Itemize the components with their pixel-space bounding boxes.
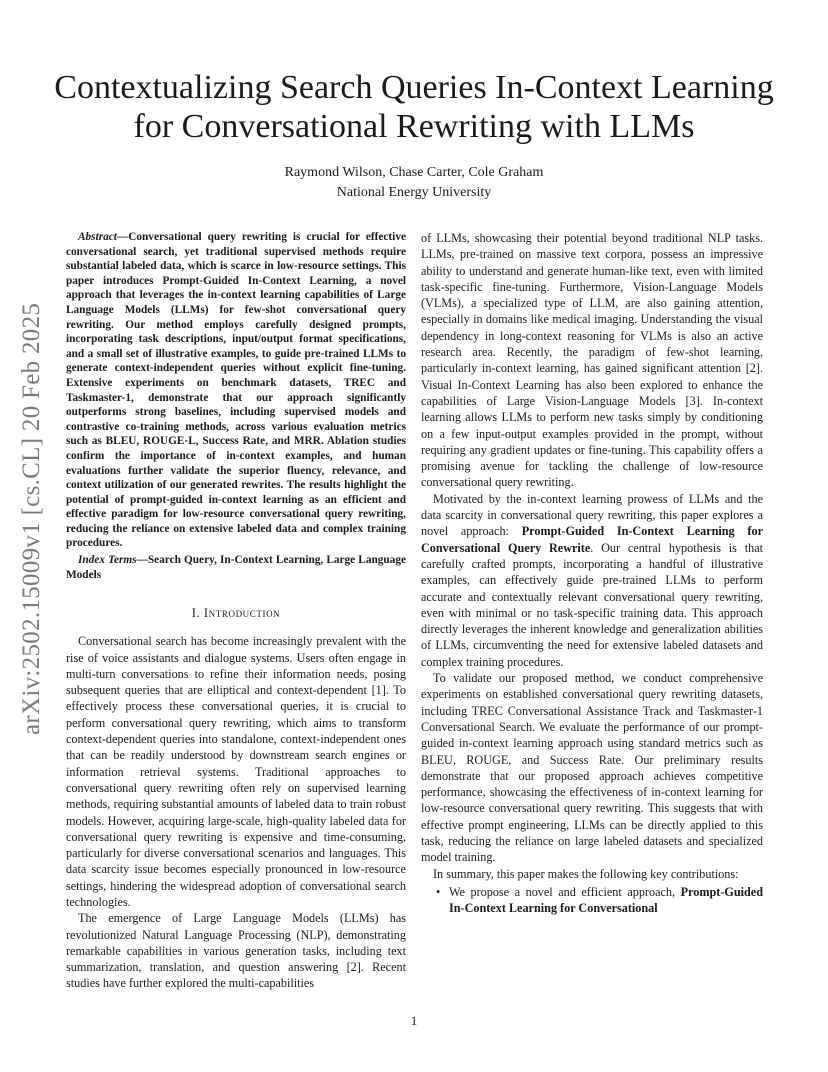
arxiv-identifier: arXiv:2502.15009v1 [cs.CL] 20 Feb 2025 — [18, 302, 45, 735]
index-terms-text: —Search Query, In-Context Learning, Large Language Models — [66, 554, 406, 581]
intro-paragraph-4: To validate our proposed method, we conduct comprehensive experiments on established conversational query rewriting datasets, including TREC Conversational Assistance Track and Taskmaster-1 Conversational Search. We evaluate the performance of our prompt-guided in-context learning approach using standard metrics such as BLEU, ROUGE, and Success Rate. Our preliminary results demonstrate that our proposed approach achieves competitive performance, showcasing the effectiveness of in-context learning for low-resource conversational query rewriting. This suggests that with effective prompt engineering, LLMs can be directly applied to this task, reducing the reliance on large labeled datasets and specialized model training. — [421, 671, 763, 865]
author-names: Raymond Wilson, Chase Carter, Cole Graham — [284, 165, 544, 180]
contributions-list — [421, 884, 763, 917]
right-column — [421, 230, 763, 916]
abstract-lead: Abstract — [78, 231, 117, 243]
intro-paragraph-5: In summary, this paper makes the following key contributions: — [433, 866, 739, 881]
contribution-item — [421, 884, 763, 917]
abstract-text: —Conversational query rewriting is crucial for effective conversational search, yet traditional supervised methods require substantial labeled data, which is scarce in low-resource settings. This paper introduces Prompt-Guided In-Context Learning, a novel approach that leverages the in-context learning capabilities of Large Language Models (LLMs) for few-shot conversational query rewriting. Our method employs carefully designed prompts, incorporating task descriptions, input/output format specifications, and a small set of illustrative examples, to guide pre-trained LLMs to generate context-independent queries without explicit fine-tuning. Extensive experiments on benchmark datasets, TREC and Taskmaster-1, demonstrate that our approach significantly outperforms strong baselines, including supervised models and contrastive co-training methods, across various evaluation metrics such as BLEU, ROUGE-L, Success Rate, and MRR. Ablation studies confirm the importance of in-context examples, and human evaluations further validate the superior fluency, relevance, and context utilization of our generated rewrites. The results highlight the potential of prompt-guided in-context learning as an efficient and effective paradigm for low-resource conversational query rewriting, reducing the reliance on extensive labeled data and complex training procedures. — [66, 231, 406, 550]
paragraph-3-text-end: . Our central hypothesis is that carefully crafted prompts, incorporating a handful of illustrative examples, can effectively guide pre-trained LLMs to perform accurate and contextually relevant conversational query rewriting, even with minimal or no task-specific training data. This approach directly leverages the inherent knowledge and generalization abilities of LLMs, circumventing the need for extensive labeled datasets and complex training procedures. — [421, 540, 763, 669]
intro-paragraph-2-continued: of LLMs, showcasing their potential beyond traditional NLP tasks. LLMs, pre-trained on massive text corpora, possess an impressive ability to understand and generate human-like text, even with limited task-specific fine-tuning. Furthermore, Vision-Language Models (VLMs), a specialized type of LLM, are also gaining attention, especially in domains like medical imaging. Understanding the visual dependency in long-context reasoning for VLMs is also an active research area. Recently, the paradigm of few-shot learning, particularly in-context learning, has gained significant attention [2]. Visual In-Context Learning has also been explored to enhance the capabilities of Large Vision-Language Models [3]. In-context learning allows LLMs to perform new tasks simply by conditioning on a few input-output examples provided in the prompt, without requiring any gradient updates or fine-tuning. This capability offers a promising avenue for tackling the challenge of low-resource conversational query rewriting. — [421, 231, 763, 490]
bullet-marker: • — [436, 884, 441, 899]
abstract — [66, 230, 406, 551]
paper-title: Contextualizing Search Queries In-Context Learning for Conversational Rewriting with LLMs — [54, 69, 774, 145]
intro-paragraph-3 — [421, 491, 763, 670]
intro-paragraph-2: The emergence of Large Language Models (LLMs) has revolutionized Natural Language Processing (NLP), demonstrating remarkable capabilities in various generation tasks, including text summarization, translation, and question answering [2]. Recent studies have further explored the multi-capabilities — [66, 911, 406, 991]
author-affiliation: National Energy University — [336, 185, 492, 200]
method-name-bold: Prompt-Guided In-Context Learning for Conversational Query Rewrite — [421, 524, 763, 555]
section-heading-introduction: I. Introduction — [191, 606, 281, 621]
page-number: 1 — [410, 1013, 418, 1028]
left-column — [66, 230, 406, 992]
contribution-bold: Prompt-Guided In-Context Learning for Conversational — [449, 884, 763, 916]
contribution-text: We propose a novel and efficient approach, — [449, 884, 681, 899]
paragraph-3-text-start: Motivated by the in-context learning prowess of LLMs and the data scarcity in conversational query rewriting, this paper explores a novel approach: — [421, 491, 763, 539]
index-terms-lead: Index Terms — [78, 554, 137, 567]
index-terms — [66, 553, 406, 582]
author-block — [40, 163, 788, 203]
intro-paragraph-1: Conversational search has become increasingly prevalent with the rise of voice assistants and dialogue systems. Users often engage in multi-turn conversations to refine their information needs, posing subsequent queries that are elliptical and context-dependent [1]. To effectively process these conversational queries, it is crucial to perform conversational query rewriting, which aims to transform context-dependent queries into standalone, context-independent ones that can be readily understood by downstream search engines or information retrieval systems. Traditional approaches to conversational query rewriting often rely on supervised learning methods, requiring substantial amounts of labeled data to train robust models. However, acquiring large-scale, high-quality labeled data for conversational query rewriting is expensive and time-consuming, particularly for diverse conversational scenarios and languages. This data scarcity issue becomes especially pronounced in low-resource settings, hindering the widespread adoption of conversational search technologies. — [66, 634, 406, 909]
